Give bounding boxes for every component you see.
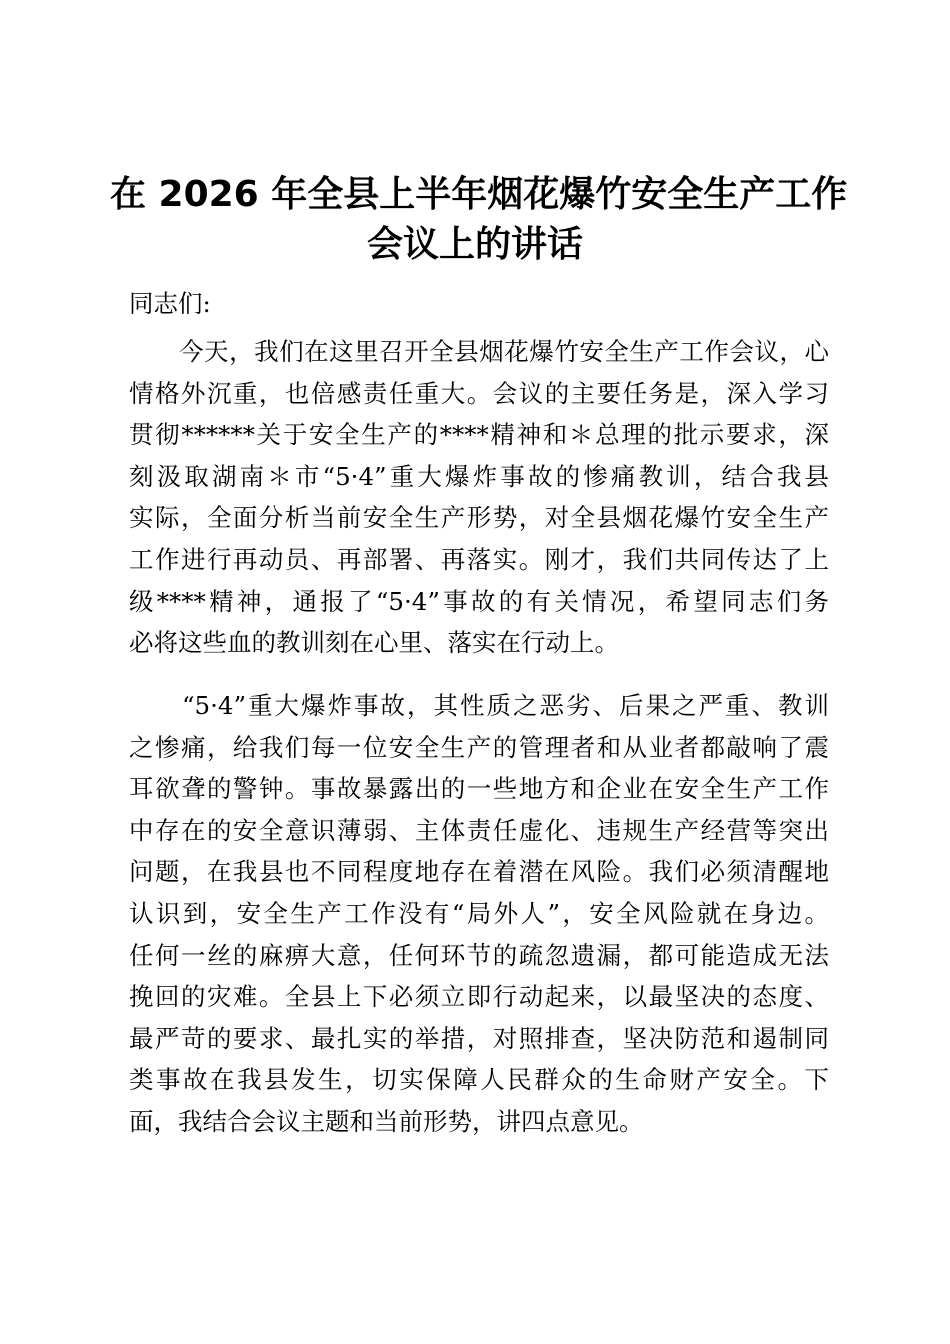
document-title-line-1: 在 2026 年全县上半年烟花爆竹安全生产工作: [110, 174, 848, 215]
paragraph-line: 类事故在我县发生，切实保障人民群众的生命财产安全。下: [129, 1065, 829, 1095]
document-title-line-2: 会议上的讲话: [366, 224, 583, 265]
paragraph-line: 任何一丝的麻痹大意，任何环节的疏忽遗漏，都可能造成无法: [129, 940, 829, 970]
paragraph-line: 情格外沉重，也倍感责任重大。会议的主要任务是，深入学习: [129, 378, 829, 408]
paragraph-line: 实际，全面分析当前安全生产形势，对全县烟花爆竹安全生产: [129, 503, 829, 533]
paragraph-line: 必将这些血的教训刻在心里、落实在行动上。: [129, 628, 619, 658]
paragraph-line: 贯彻******关于安全生产的****精神和＊总理的批示要求，深: [129, 420, 829, 450]
salutation: 同志们:: [129, 289, 211, 318]
paragraph-line: 认识到，安全生产工作没有“局外人”，安全风险就在身边。: [129, 898, 829, 928]
paragraph-line: 工作进行再动员、再部署、再落实。刚才，我们共同传达了上: [129, 544, 829, 574]
paragraph-line: 最严苛的要求、最扎实的举措，对照排查，坚决防范和遏制同: [129, 1023, 829, 1053]
paragraph-1: [129, 331, 829, 664]
paragraph-line: 挽回的灾难。全县上下必须立即行动起来，以最坚决的态度、: [129, 982, 829, 1012]
paragraph-line: 问题，在我县也不同程度地存在着潜在风险。我们必须清醒地: [129, 857, 829, 887]
paragraph-line: 今天，我们在这里召开全县烟花爆竹安全生产工作会议，心: [129, 337, 829, 366]
paragraph-line: 刻汲取湖南＊市“5·4”重大爆炸事故的惨痛教训，结合我县: [129, 461, 829, 491]
paragraph-line: 耳欲聋的警钟。事故暴露出的一些地方和企业在安全生产工作: [129, 774, 829, 804]
paragraph-line: 级****精神，通报了“5·4”事故的有关情况，希望同志们务: [129, 586, 829, 616]
paragraph-2: [129, 685, 829, 1143]
paragraph-line: “5·4”重大爆炸事故，其性质之恶劣、后果之严重、教训: [129, 691, 829, 720]
paragraph-line: 中存在的安全意识薄弱、主体责任虚化、违规生产经营等突出: [129, 815, 829, 845]
paragraph-line: 面，我结合会议主题和当前形势，讲四点意见。: [129, 1106, 644, 1136]
paragraph-line: 之惨痛，给我们每一位安全生产的管理者和从业者都敲响了震: [129, 732, 829, 762]
